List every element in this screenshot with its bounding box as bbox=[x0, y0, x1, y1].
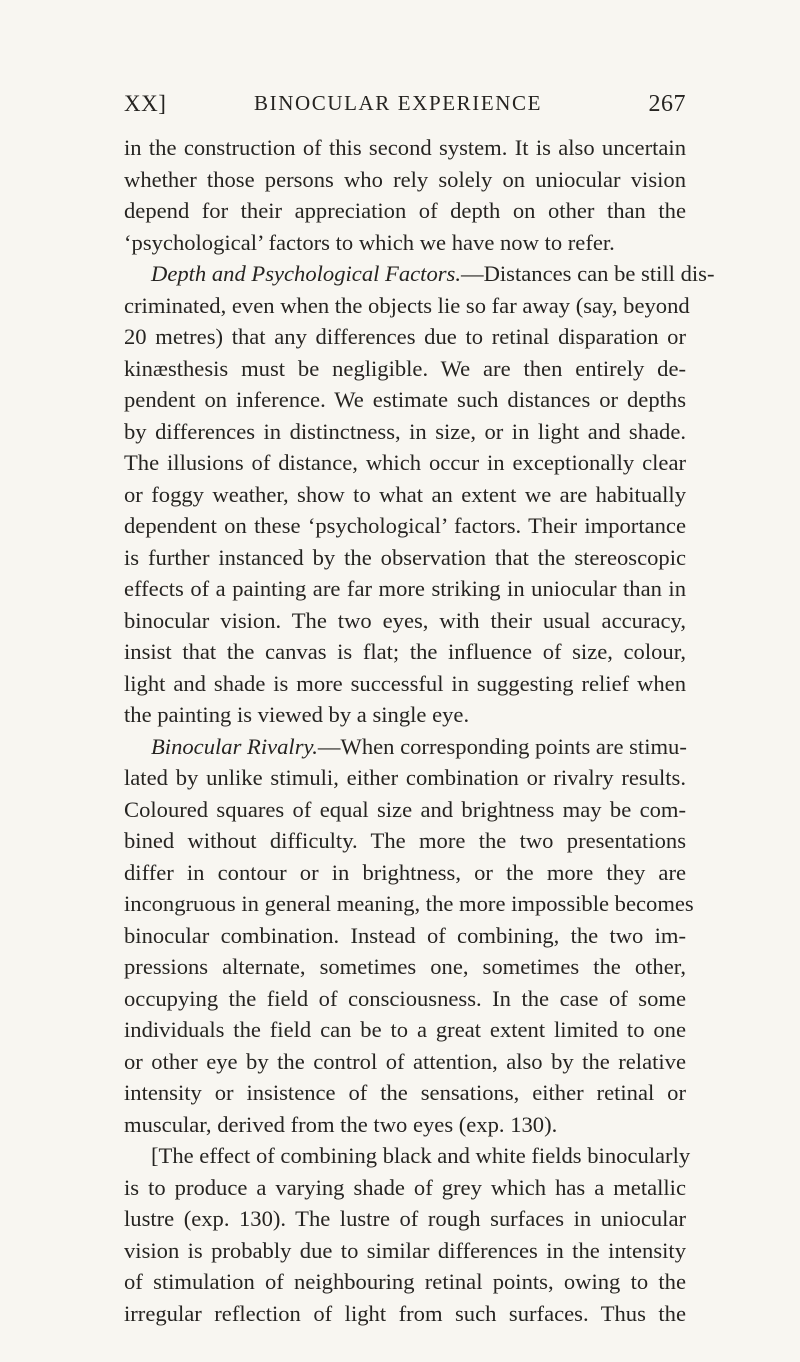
text-line: incongruous in general meaning, the more impossible becomes bbox=[124, 891, 694, 916]
text-line: bined without difficulty. The more the two presentations bbox=[124, 828, 686, 853]
text-line: whether those persons who rely solely on uniocular vision bbox=[124, 166, 686, 192]
body-text bbox=[124, 132, 715, 1329]
paragraph-bracketed-note bbox=[124, 1140, 691, 1329]
chapter-marker: XX] bbox=[124, 91, 167, 116]
section-heading: Binocular Rivalry. bbox=[151, 733, 318, 759]
text-line: lustre (exp. 130). The lustre of rough surfaces in uniocular bbox=[124, 1206, 686, 1231]
paragraph-depth-psychological-factors bbox=[124, 258, 715, 731]
text-line: effects of a painting are far more striking in uniocular than in bbox=[124, 576, 686, 601]
text-line: 20 metres) that any differences due to retinal disparation or bbox=[124, 324, 686, 349]
text-line: irregular reflection of light from such surfaces. Thus the bbox=[124, 1300, 686, 1326]
text-line: vision is probably due to similar differences in the intensity bbox=[124, 1237, 686, 1263]
text-line: binocular vision. The two eyes, with their usual accuracy, bbox=[124, 607, 686, 633]
page-number: 267 bbox=[648, 91, 686, 117]
text-line: differ in contour or in brightness, or the more they are bbox=[124, 859, 686, 885]
text-line: lated by unlike stimuli, either combination or rivalry results. bbox=[124, 765, 686, 790]
text-line: the painting is viewed by a single eye. bbox=[124, 702, 470, 727]
text-line: kinæsthesis must be negligible. We are then entirely de- bbox=[124, 355, 686, 381]
text-line: insist that the canvas is flat; the influence of size, colour, bbox=[124, 639, 686, 664]
text-line: is to produce a varying shade of grey which has a metallic bbox=[124, 1174, 686, 1200]
text-line: The illusions of distance, which occur in exceptionally clear bbox=[124, 450, 686, 475]
running-title: BINOCULAR EXPERIENCE bbox=[254, 91, 543, 115]
text-line: by differences in distinctness, in size, or in light and shade. bbox=[124, 418, 686, 444]
text-line: muscular, derived from the two eyes (exp. 130). bbox=[124, 1111, 558, 1137]
text-run: —Distances can be still dis- bbox=[460, 261, 715, 286]
running-head bbox=[124, 91, 686, 121]
text-line: binocular combination. Instead of combining, the two im- bbox=[124, 922, 686, 948]
text-line bbox=[124, 258, 715, 290]
text-line: light and shade is more successful in suggesting relief when bbox=[124, 670, 686, 696]
paragraph-binocular-rivalry bbox=[124, 731, 694, 1141]
text-line: criminated, even when the objects lie so far away (say, beyond bbox=[124, 292, 690, 318]
paragraph-continuation bbox=[124, 132, 686, 258]
text-line: or foggy weather, show to what an extent we are habitually bbox=[124, 481, 686, 507]
text-line: ‘psychological’ factors to which we have now to refer. bbox=[124, 229, 615, 255]
text-line: depend for their appreciation of depth on other than the bbox=[124, 198, 686, 223]
text-line: in the construction of this second system. It is also uncertain bbox=[124, 135, 686, 160]
text-line: pressions alternate, sometimes one, sometimes the other, bbox=[124, 954, 686, 979]
text-line: [The effect of combining black and white fields binocularly bbox=[151, 1143, 691, 1168]
text-line: Coloured squares of equal size and brightness may be com- bbox=[124, 796, 686, 822]
text-line: of stimulation of neighbouring retinal points, owing to the bbox=[124, 1269, 686, 1294]
text-line bbox=[124, 731, 686, 763]
text-line: pendent on inference. We estimate such distances or depths bbox=[124, 387, 686, 412]
text-line: individuals the field can be to a great extent limited to one bbox=[124, 1017, 686, 1042]
text-line: dependent on these ‘psychological’ factors. Their importance bbox=[124, 513, 686, 538]
text-run: —When corresponding points are stimu- bbox=[317, 733, 687, 759]
section-heading: Depth and Psychological Factors. bbox=[151, 261, 461, 286]
text-line: is further instanced by the observation that the stereoscopic bbox=[124, 544, 686, 570]
text-line: intensity or insistence of the sensations, either retinal or bbox=[124, 1080, 686, 1105]
text-line: occupying the field of consciousness. In the case of some bbox=[124, 985, 686, 1011]
text-line: or other eye by the control of attention, also by the relative bbox=[124, 1048, 686, 1074]
